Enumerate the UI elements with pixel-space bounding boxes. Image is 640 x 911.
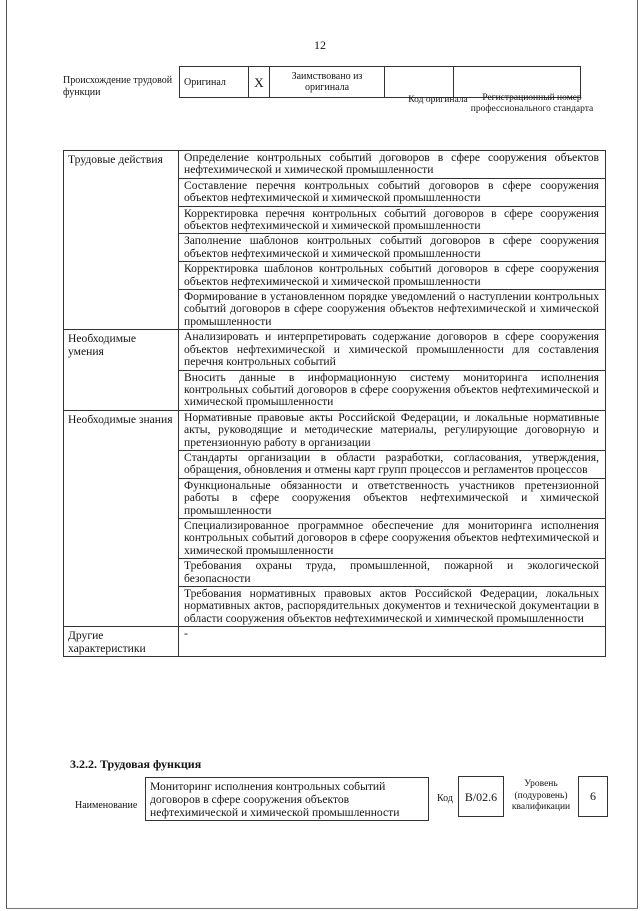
origin-code-caption: Код оригинала: [408, 95, 468, 105]
group-item: Вносить данные в информационную систему мониторинга исполнения контрольных событий договоров в сфере сооружения объектов нефтехимической и химической промышленности: [179, 370, 606, 410]
level-label: Уровень (подуровень) квалификации: [511, 779, 571, 812]
group-label: Другие характеристики: [64, 627, 179, 657]
group-label: Необходимые знания: [64, 410, 179, 627]
group-label: Необходимые умения: [64, 330, 179, 410]
group-item: Составление перечня контрольных событий договоров в сфере сооружения объектов нефтехимической и химической промышленности: [179, 178, 606, 206]
labor-function-table: [63, 150, 606, 657]
page-number: 12: [314, 38, 326, 52]
group-item: Анализировать и интерпретировать содержание договоров в сфере сооружения объектов нефтехимической и химической промышленности для составления перечня контрольных событий: [179, 330, 606, 370]
origin-original-label: Оригинал: [180, 67, 249, 98]
group-label: Трудовые действия: [64, 151, 179, 330]
group-item: Формирование в установленном порядке уведомлений о наступлении контрольных событий договоров в сфере сооружения объектов нефтехимической и химической промышленности: [179, 290, 606, 330]
group-item: Требования нормативных правовых актов Российской Федерации, локальных нормативных актов, распорядительных документов и технической документации в области сооружения объектов нефтехимической и химической промышленности: [179, 587, 606, 627]
group-item: Функциональные обязанности и ответственность участников претензионной работы в сфере сооружения объектов нефтехимической и химической промышленности: [179, 478, 606, 518]
table-row: [64, 330, 606, 370]
group-item: Корректировка шаблонов контрольных событий договоров в сфере сооружения объектов нефтехимической и химической промышленности: [179, 262, 606, 290]
group-item: Специализированное программное обеспечение для мониторинга исполнения контрольных событий договоров в сфере сооружения объектов нефтехимической и химической промышленности: [179, 518, 606, 558]
origin-label: Происхождение трудовой функции: [63, 75, 173, 98]
code-value: B/02.6: [458, 776, 504, 817]
group-item: Нормативные правовые акты Российской Федерации, и локальные нормативные акты, руководящие и методические материалы, регулирующие договорную и претензионную работу в организации: [179, 410, 606, 450]
name-label: Наименование: [75, 800, 138, 811]
section-heading: 3.2.2. Трудовая функция: [70, 757, 202, 771]
origin-reg-number-caption: Регистрационный номер профессионального стандарта: [470, 93, 594, 114]
origin-original-mark: X: [249, 67, 270, 98]
table-row: [64, 151, 606, 179]
group-item: Стандарты организации в области разработки, согласования, утверждения, обращения, обновления и отмены карт групп процессов и регламентов процессов: [179, 450, 606, 478]
group-item: Требования охраны труда, промышленной, пожарной и экологической безопасности: [179, 559, 606, 587]
table-row: [64, 410, 606, 450]
table-row: [64, 627, 606, 657]
level-value: 6: [578, 776, 608, 817]
group-item: -: [179, 627, 606, 657]
group-item: Определение контрольных событий договоров в сфере сооружения объектов нефтехимической и химической промышленности: [179, 151, 606, 179]
group-item: Корректировка перечня контрольных событий договоров в сфере сооружения объектов нефтехимической и химической промышленности: [179, 206, 606, 234]
origin-borrowed-label: Заимствовано из оригинала: [270, 67, 385, 98]
name-value: Мониторинг исполнения контрольных событий договоров в сфере сооружения объектов нефтехимической и химической промышленности: [145, 777, 429, 821]
group-item: Заполнение шаблонов контрольных событий договоров в сфере сооружения объектов нефтехимической и химической промышленности: [179, 234, 606, 262]
origin-code-cell: [385, 67, 454, 98]
code-label: Код: [437, 793, 453, 804]
